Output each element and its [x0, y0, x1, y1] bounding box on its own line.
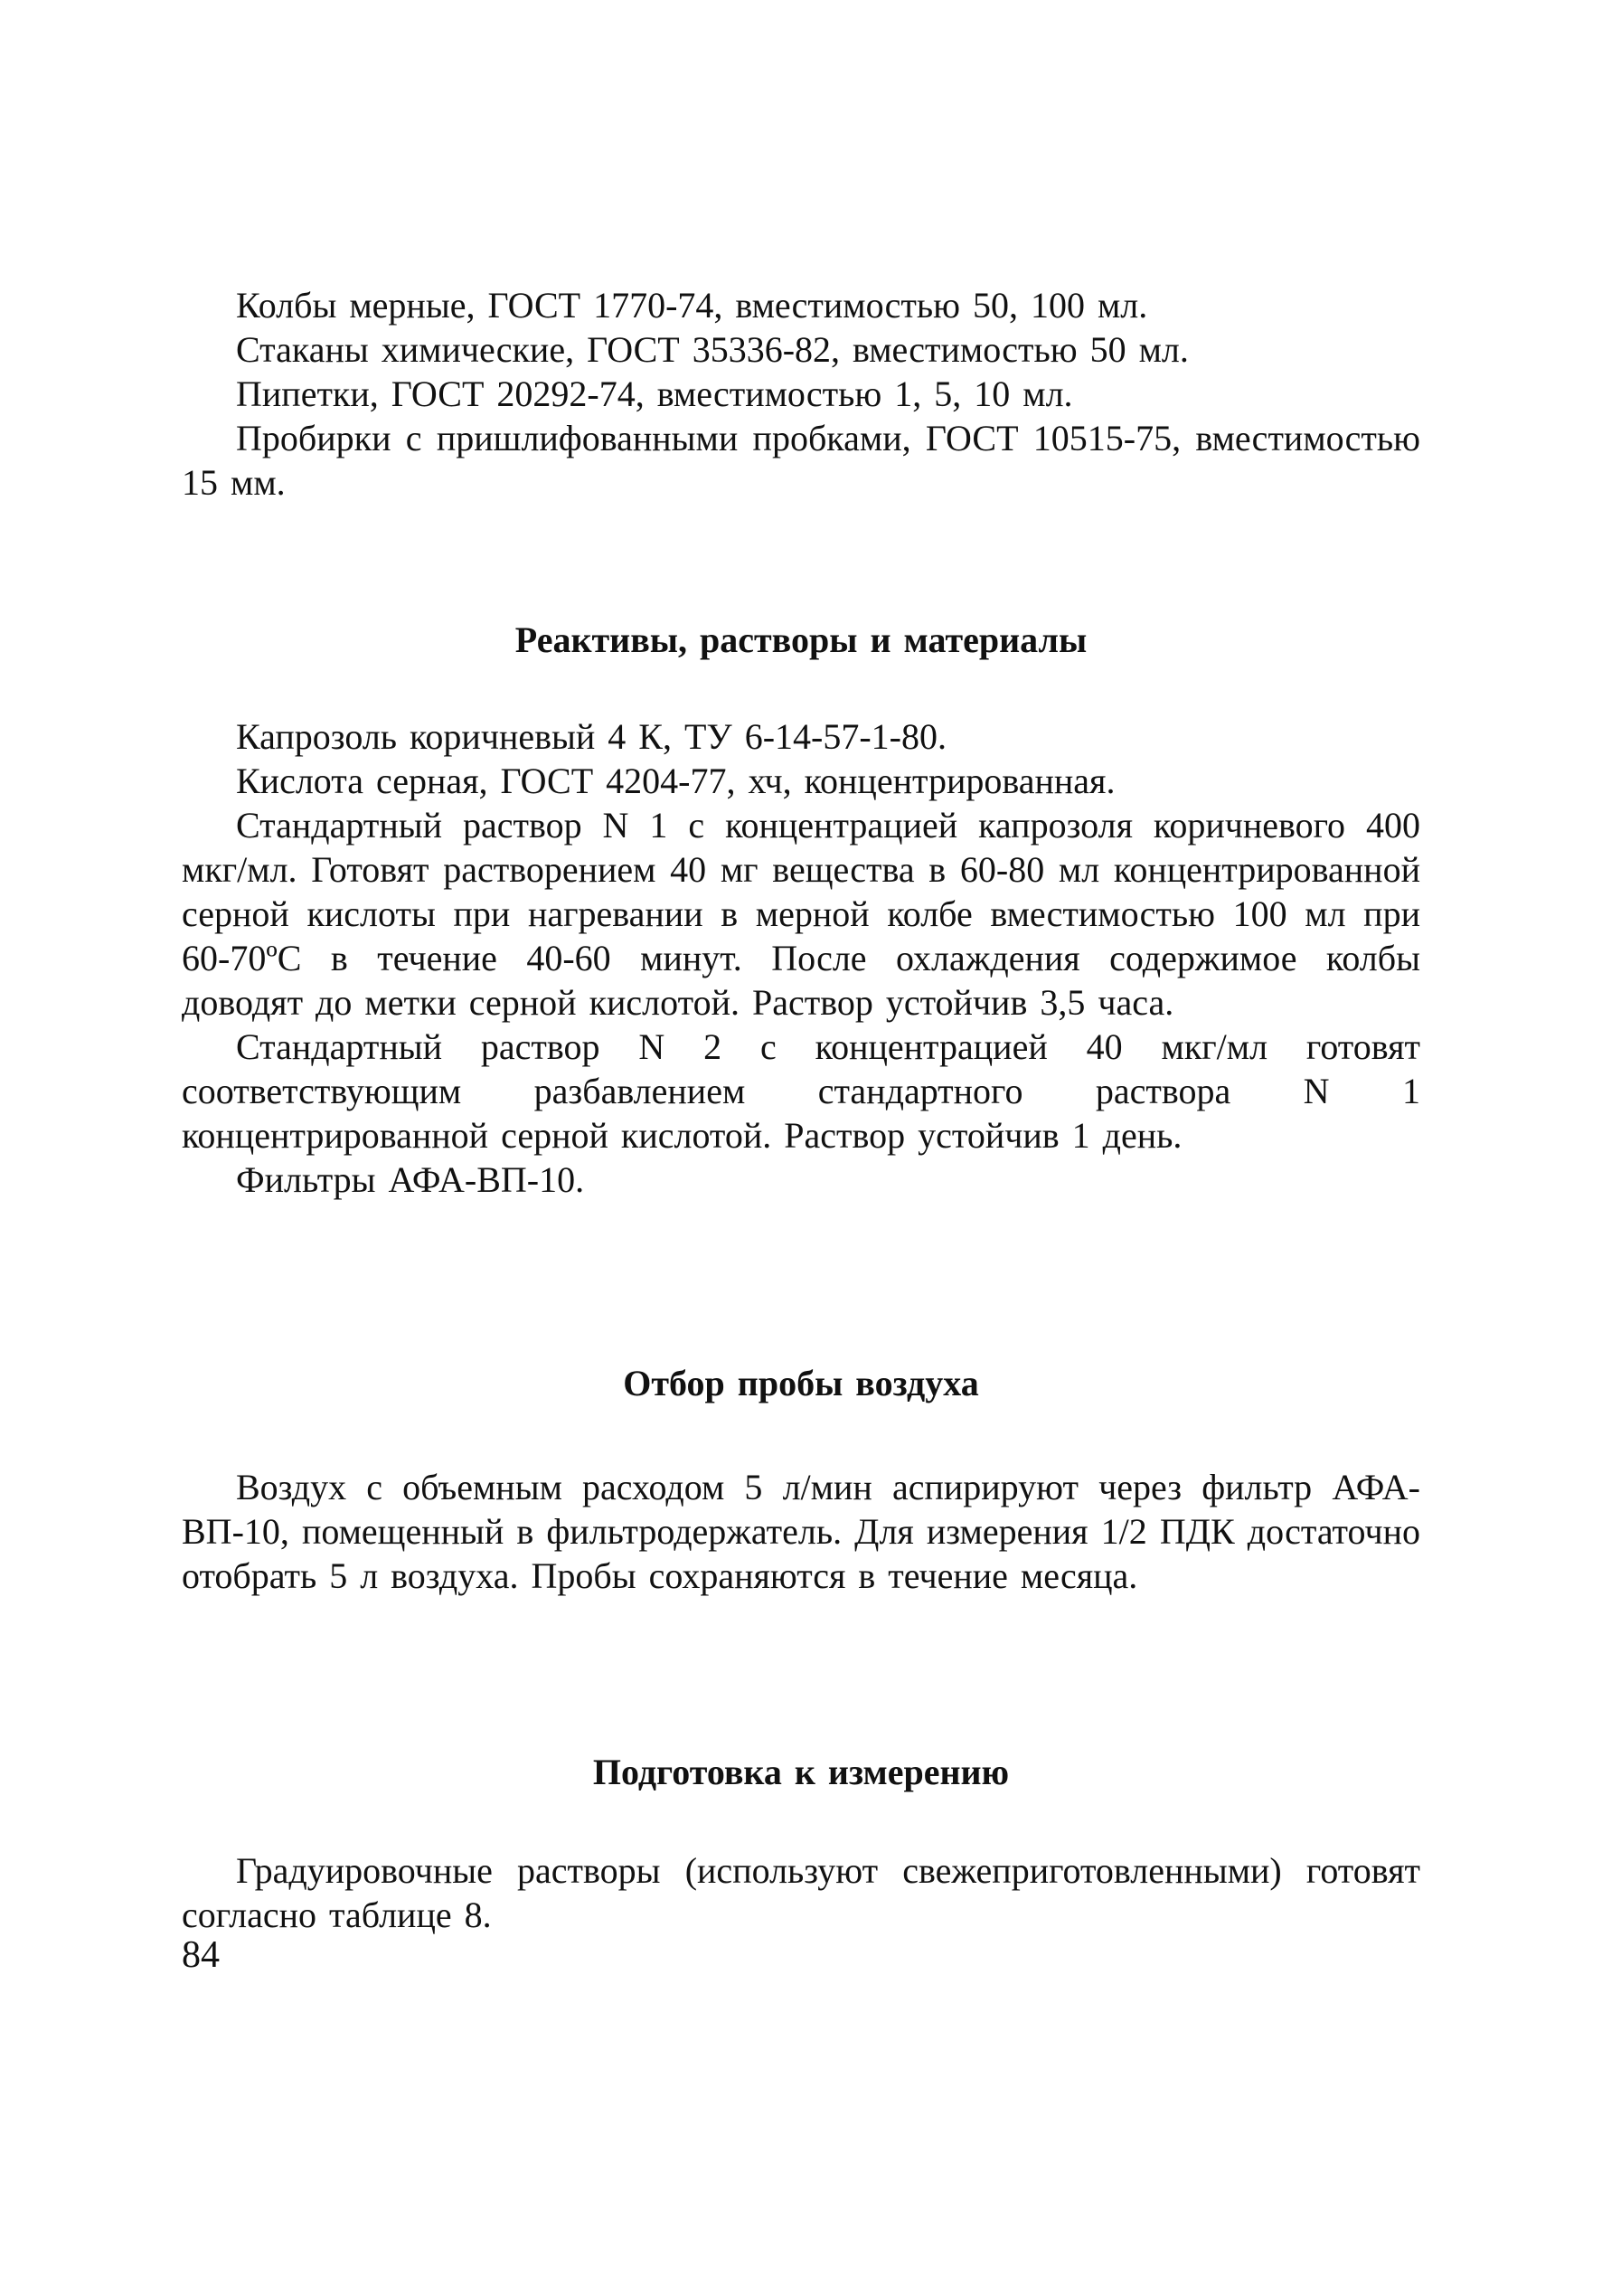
sampling-section — [182, 1465, 1420, 1598]
reagents-section — [182, 714, 1420, 1202]
preparation-paragraph: Градуировочные растворы (используют свежеприготовленными) готовят согласно таблице 8. — [182, 1850, 1420, 1935]
sampling-paragraph: Воздух с объемным расходом 5 л/мин аспирируют через фильтр АФА-ВП-10, помещенный в фильтродержатель. Для измерения 1/2 ПДК достаточно отобрать 5 л воздуха. Пробы сохраняются в течение месяца. — [182, 1467, 1420, 1596]
reagent-standard-solution-2: Стандартный раствор N 2 с концентрацией 40 мкг/мл готовят соответствующим разбавлением стандартного раствора N 1 концентрированной серной кислотой. Раствор устойчив 1 день. — [182, 1026, 1420, 1156]
section-heading-sampling: Отбор пробы воздуха — [623, 1363, 979, 1403]
preparation-section — [182, 1848, 1420, 1937]
reagent-item-caprosol: Капрозоль коричневый 4 К, ТУ 6-14-57-1-80. — [236, 716, 947, 757]
reagent-item-filters: Фильтры АФА-ВП-10. — [236, 1159, 585, 1200]
section-heading-reagents: Реактивы, растворы и материалы — [514, 619, 1088, 660]
equipment-item-pipettes: Пипетки, ГОСТ 20292-74, вместимостью 1, 5, 10 мл. — [236, 373, 1073, 414]
reagent-item-sulfuric-acid: Кислота серная, ГОСТ 4204-77, хч, концентрированная. — [236, 761, 1116, 801]
equipment-item-test-tubes: Пробирки с пришлифованными пробками, ГОСТ 10515-75, вместимостью 15 мм. — [182, 418, 1420, 503]
equipment-item-beakers: Стаканы химические, ГОСТ 35336-82, вместимостью 50 мл. — [236, 329, 1189, 370]
page-number: 84 — [182, 1934, 220, 1976]
equipment-item-flasks: Колбы мерные, ГОСТ 1770-74, вместимостью 50, 100 мл. — [236, 285, 1148, 326]
equipment-list — [182, 283, 1420, 505]
section-heading-preparation: Подготовка к измерению — [592, 1752, 1010, 1792]
reagent-standard-solution-1: Стандартный раствор N 1 с концентрацией капрозоля коричневого 400 мкг/мл. Готовят растворением 40 мг вещества в 60-80 мл концентрированной серной кислоты при нагревании в мерной колбе вместимостью 100 мл при 60-70ºС в течение 40-60 минут. После охлаждения содержимое колбы доводят до метки серной кислотой. Раствор устойчив 3,5 часа. — [182, 805, 1420, 1023]
